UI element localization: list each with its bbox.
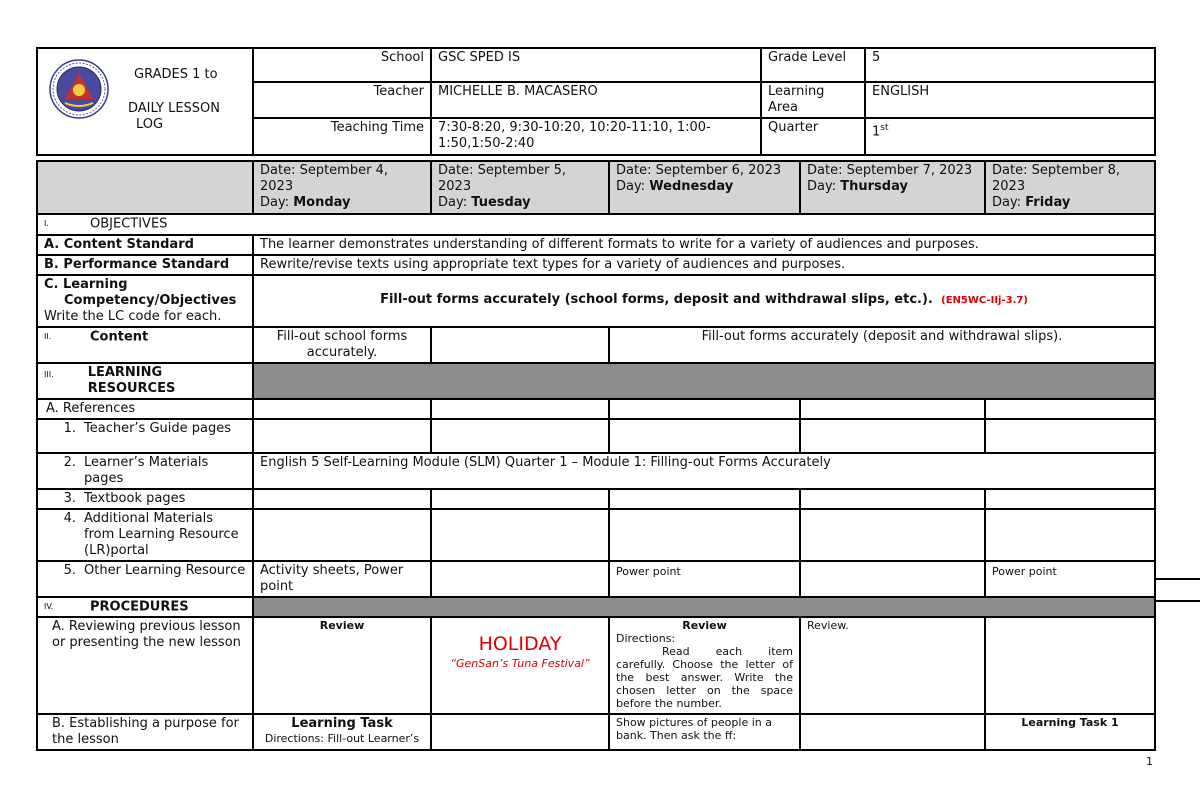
content-heading: II. Content [37,327,253,363]
learners-materials-label: 2. Learner’s Materials pages [37,453,253,489]
tg-tue [431,419,609,453]
objectives-heading: I. OBJECTIVES [37,214,1155,235]
teacher-value: MICHELLE B. MACASERO [431,82,761,118]
review-friday [985,617,1155,714]
day-tuesday: Date: September 5, 2023 Day: Tuesday [431,161,609,214]
review-thursday: Review. [800,617,985,714]
header-logo-cell [37,48,253,155]
learning-resources-heading: III. LEARNING RESOURCES [37,363,253,399]
references-fri [985,399,1155,419]
tb-wed [609,489,800,509]
procedures-heading: IV. PROCEDURES [37,597,253,618]
page-number: 1 [1146,755,1153,768]
performance-standard-label: B. Performance Standard [37,255,253,275]
school-label: School [253,48,431,82]
grade-level-value: 5 [865,48,1155,82]
tg-thu [800,419,985,453]
teaching-time-label: Teaching Time [253,118,431,155]
learning-task-friday: Learning Task 1 [985,714,1155,750]
quarter-label: Quarter [761,118,865,155]
references-tue [431,399,609,419]
school-value: GSC SPED IS [431,48,761,82]
tb-tue [431,489,609,509]
other-resource-label: 5. Other Learning Resource [37,561,253,597]
other-resource-thursday [800,561,985,597]
content-tuesday [431,327,609,363]
reviewing-previous-lesson-label: A. Reviewing previous lesson or presenting the new lesson [37,617,253,714]
content-wed-fri: Fill-out forms accurately (deposit and withdrawal slips). [609,327,1155,363]
lesson-log-table [36,160,1156,751]
tb-fri [985,489,1155,509]
establishing-purpose-label: B. Establishing a purpose for the lesson [37,714,253,750]
header-title-line3: LOG [136,117,164,132]
tg-mon [253,419,431,453]
purpose-thursday [800,714,985,750]
content-standard-value: The learner demonstrates understanding of different formats to write for a variety of audiences and purposes. [253,235,1155,255]
holiday-subtitle: “GenSan’s Tuna Festival” [450,657,590,670]
performance-standard-value: Rewrite/revise texts using appropriate text types for a variety of audiences and purposes. [253,255,1155,275]
references-label: A. References [37,399,253,419]
learning-resources-shaded [253,363,1155,399]
textbook-pages-label: 3. Textbook pages [37,489,253,509]
teachers-guide-label: 1. Teacher’s Guide pages [37,419,253,453]
review-wednesday: Review Directions: Read each item carefully. Choose the letter of the best answer. Write the chosen letter on the space before the number. [609,617,800,714]
teaching-time-value: 7:30-8:20, 9:30-10:20, 10:20-11:10, 1:00-1:50,1:50-2:40 [431,118,761,155]
am-wed [609,509,800,561]
purpose-wednesday: Show pictures of people in a bank. Then ask the ff: [609,714,800,750]
references-thu [800,399,985,419]
holiday-tuesday [431,617,609,714]
learning-area-value: ENGLISH [865,82,1155,118]
tg-wed [609,419,800,453]
holiday-title: HOLIDAY [478,633,562,655]
table-overflow-line [1154,600,1200,602]
procedures-shaded [253,597,1155,618]
learners-materials-value: English 5 Self-Learning Module (SLM) Quarter 1 – Module 1: Filling-out Forms Accurately [253,453,1155,489]
learning-competency-value: Fill-out forms accurately (school forms, deposit and withdrawal slips, etc.). (EN5WC-IIj-3.7) [253,275,1155,327]
references-wed [609,399,800,419]
content-standard-label: A. Content Standard [37,235,253,255]
am-mon [253,509,431,561]
day-header-row [37,161,1155,214]
teacher-label: Teacher [253,82,431,118]
other-resource-wednesday: Power point [609,561,800,597]
other-resource-monday: Activity sheets, Power point [253,561,431,597]
tg-fri [985,419,1155,453]
tb-thu [800,489,985,509]
tb-mon [253,489,431,509]
deped-seal-icon [49,59,109,119]
quarter-value: 1st [865,118,1155,155]
learning-area-label: Learning Area [761,82,865,118]
header-title-line1: GRADES 1 to [134,67,218,82]
header-table [36,47,1156,156]
am-fri [985,509,1155,561]
day-monday: Date: September 4, 2023 Day: Monday [253,161,431,214]
additional-materials-label: 4. Additional Materials from Learning Resource (LR)portal [37,509,253,561]
header-title-line2: DAILY LESSON [128,101,221,116]
header-title [128,67,220,133]
day-thursday: Date: September 7, 2023 Day: Thursday [800,161,985,214]
table-overflow-line [1154,578,1200,580]
grade-level-label: Grade Level [761,48,865,82]
day-wednesday: Date: September 6, 2023 Day: Wednesday [609,161,800,214]
other-resource-friday: Power point [985,561,1155,597]
day-header-empty [37,161,253,214]
day-friday: Date: September 8, 2023 Day: Friday [985,161,1155,214]
am-tue [431,509,609,561]
content-monday: Fill-out school forms accurately. [253,327,431,363]
am-thu [800,509,985,561]
other-resource-tuesday [431,561,609,597]
learning-task-monday: Learning Task Directions: Fill-out Learner’s [253,714,431,750]
references-mon [253,399,431,419]
purpose-tuesday [431,714,609,750]
review-monday: Review [253,617,431,714]
learning-competency-label: C. Learning Competency/Objectives Write the LC code for each. [37,275,253,327]
